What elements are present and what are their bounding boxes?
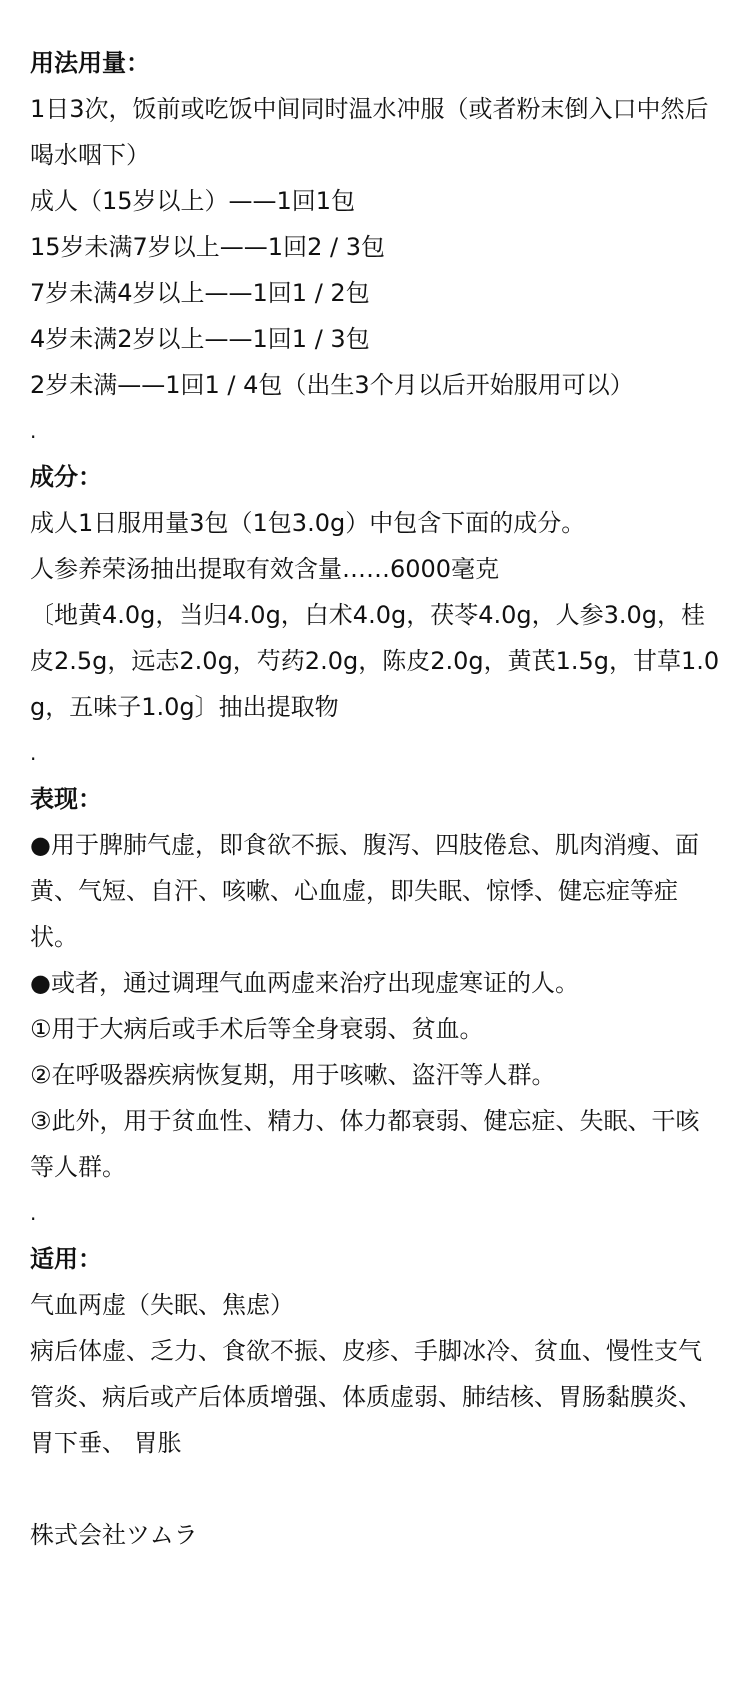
ingredients-line: 〔地黄4.0g，当归4.0g，白术4.0g，茯苓4.0g，人参3.0g，桂皮2.5g，远志2.0g，芍药2.0g，陈皮2.0g，黄芪1.5g，甘草1.0g，五味子1.0g〕抽出提取物 — [30, 601, 720, 721]
indications-section — [30, 776, 720, 1236]
usage-line: 2岁未满——1回1 / 4包（出生3个月以后开始服用可以） — [30, 371, 634, 399]
usage-line: 4岁未满2岁以上——1回1 / 3包 — [30, 325, 370, 353]
section-separator: . — [30, 1201, 37, 1225]
usage-title: 用法用量： — [30, 49, 150, 77]
applicable-line: 气血两虚（失眠、焦虑） — [30, 1291, 294, 1319]
indications-title: 表现： — [30, 785, 102, 813]
company-name: 株式会社ツムラ — [30, 1521, 198, 1549]
ingredients-line: 人参养荣汤抽出提取有效含量……6000毫克 — [30, 555, 500, 583]
indications-line: ●或者，通过调理气血两虚来治疗出现虚寒证的人。 — [30, 969, 579, 997]
applicable-section — [30, 1236, 720, 1466]
spacer — [30, 1466, 720, 1512]
section-separator: . — [30, 741, 37, 765]
indications-line: ①用于大病后或手术后等全身衰弱、贫血。 — [30, 1015, 484, 1043]
indications-line: ②在呼吸器疾病恢复期，用于咳嗽、盗汗等人群。 — [30, 1061, 556, 1089]
indications-line: ●用于脾肺气虚，即食欲不振、腹泻、四肢倦怠、肌肉消瘦、面黄、气短、自汗、咳嗽、心血虚，即失眠、惊悸、健忘症等症状。 — [30, 831, 699, 951]
usage-section — [30, 40, 720, 454]
usage-line: 7岁未满4岁以上——1回1 / 2包 — [30, 279, 370, 307]
applicable-title: 适用： — [30, 1245, 102, 1273]
section-separator: . — [30, 419, 37, 443]
usage-line: 成人（15岁以上）——1回1包 — [30, 187, 356, 215]
ingredients-line: 成人1日服用量3包（1包3.0g）中包含下面的成分。 — [30, 509, 586, 537]
indications-line: ③此外，用于贫血性、精力、体力都衰弱、健忘症、失眠、干咳等人群。 — [30, 1107, 700, 1181]
usage-line: 15岁未满7岁以上——1回2 / 3包 — [30, 233, 385, 261]
ingredients-section — [30, 454, 720, 776]
ingredients-title: 成分： — [30, 463, 102, 491]
applicable-line: 病后体虚、乏力、食欲不振、皮疹、手脚冰冷、贫血、慢性支气管炎、病后或产后体质增强、体质虚弱、肺结核、胃肠黏膜炎、胃下垂、 胃胀 — [30, 1337, 702, 1457]
usage-line: 1日3次，饭前或吃饭中间同时温水冲服（或者粉末倒入口中然后喝水咽下） — [30, 95, 709, 169]
